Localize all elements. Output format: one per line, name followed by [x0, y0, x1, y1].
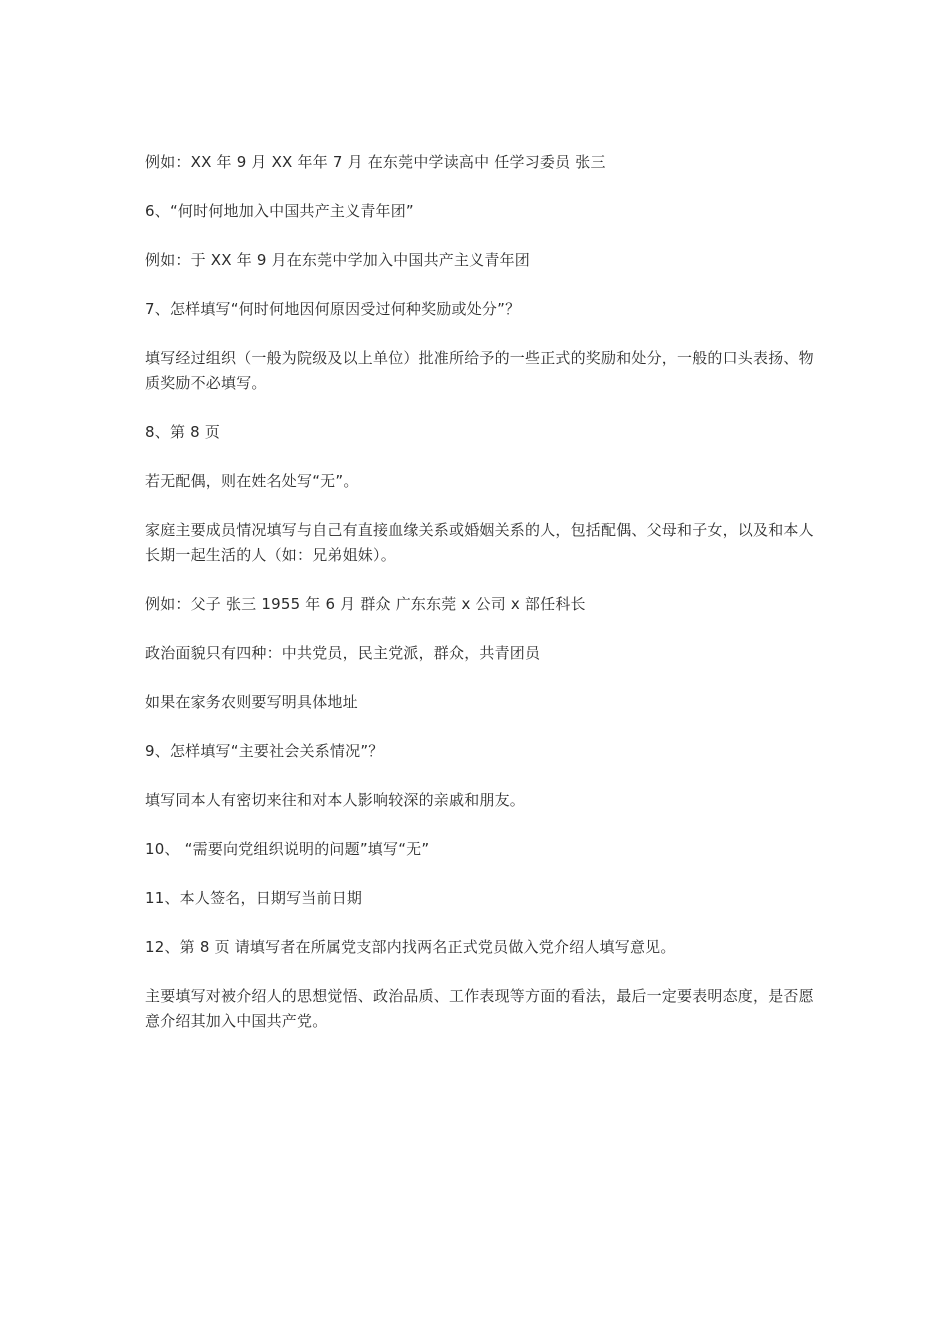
section-heading: 12、第 8 页 请填写者在所属党支部内找两名正式党员做入党介绍人填写意见。 — [145, 938, 676, 956]
body-paragraph: 主要填写对被介绍人的思想觉悟、政治品质、工作表现等方面的看法，最后一定要表明态度，是否愿意介绍其加入中国共产党。 — [145, 987, 814, 1030]
body-paragraph: 如果在家务农则要写明具体地址 — [145, 693, 358, 711]
example-paragraph: 例如：XX 年 9 月 XX 年年 7 月 在东莞中学读高中 任学习委员 张三 — [145, 153, 606, 171]
body-paragraph: 政治面貌只有四种：中共党员，民主党派，群众，共青团员 — [145, 644, 541, 662]
section-heading: 8、第 8 页 — [145, 423, 221, 441]
section-heading: 11、本人签名，日期写当前日期 — [145, 889, 363, 907]
body-paragraph: 填写经过组织（一般为院级及以上单位）批准所给予的一些正式的奖励和处分，一般的口头表扬、物质奖励不必填写。 — [145, 349, 814, 392]
body-paragraph: 家庭主要成员情况填写与自己有直接血缘关系或婚姻关系的人，包括配偶、父母和子女，以及和本人长期一起生活的人（如：兄弟姐妹）。 — [145, 521, 814, 564]
section-heading: 7、怎样填写“何时何地因何原因受过何种奖励或处分”？ — [145, 300, 521, 318]
body-paragraph: 若无配偶，则在姓名处写“无”。 — [145, 472, 359, 490]
example-paragraph: 例如：父子 张三 1955 年 6 月 群众 广东东莞 x 公司 x 部任科长 — [145, 595, 586, 613]
body-paragraph: 填写同本人有密切来往和对本人影响较深的亲戚和朋友。 — [145, 791, 526, 809]
section-heading: 9、怎样填写“主要社会关系情况”？ — [145, 742, 384, 760]
section-heading: 10、 “需要向党组织说明的问题”填写“无” — [145, 840, 430, 858]
document-body — [145, 150, 817, 1058]
example-paragraph: 例如：于 XX 年 9 月在东莞中学加入中国共产主义青年团 — [145, 251, 530, 269]
section-heading: 6、“何时何地加入中国共产主义青年团” — [145, 202, 414, 220]
